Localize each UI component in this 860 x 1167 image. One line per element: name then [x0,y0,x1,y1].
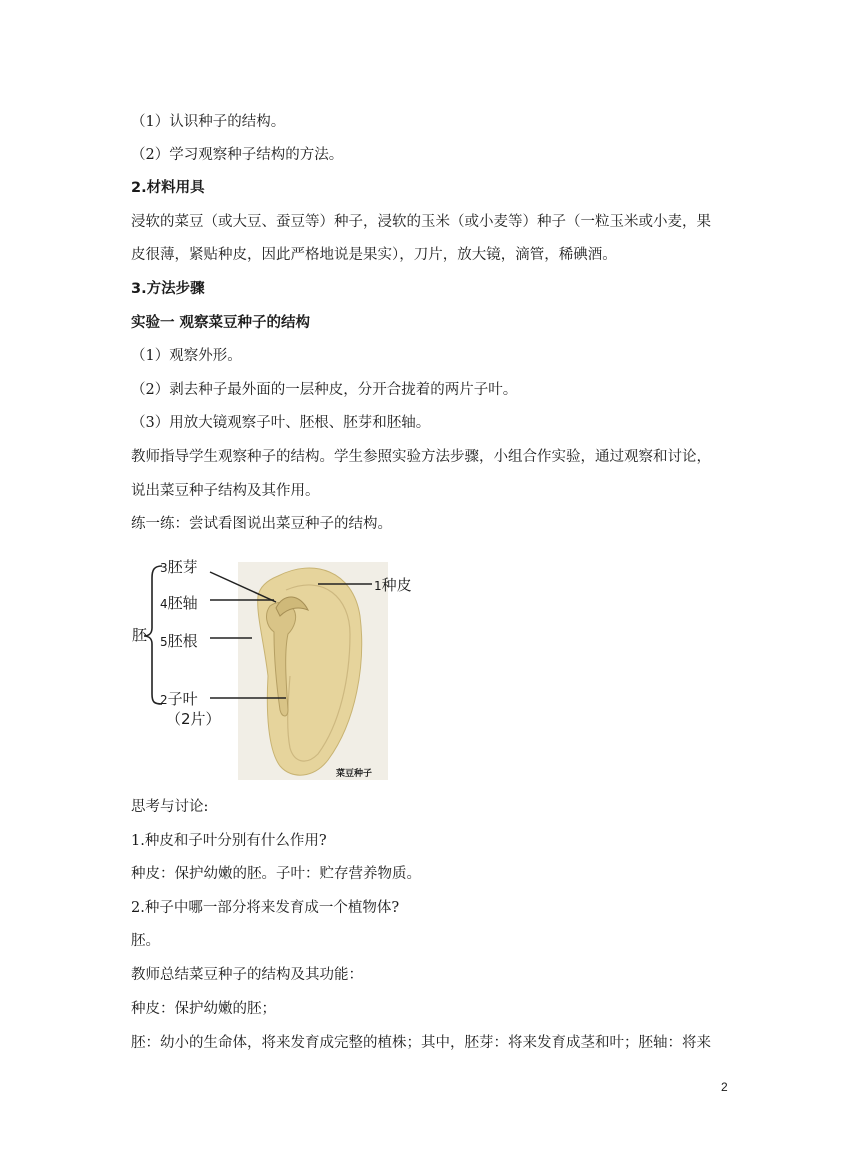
answer-1: 种皮：保护幼嫩的胚。子叶：贮存营养物质。 [131,866,421,882]
radicle-text: 胚根 [167,632,198,650]
embryo-label: 胚 [132,626,148,644]
summary-intro: 教师总结菜豆种子的结构及其功能： [131,967,363,983]
step-1: （1）观察外形。 [131,348,242,364]
section-heading-steps: 3.方法步骤 [131,281,205,297]
radicle-label [160,630,198,651]
seedcoat-number: 1 [374,579,382,593]
materials-text-1: 浸软的菜豆（或大豆、蚕豆等）种子，浸软的玉米（或小麦等）种子（一粒玉米或小麦，果 [131,214,711,230]
page-number: 2 [721,1080,728,1094]
step-2: （2）剥去种子最外面的一层种皮，分开合拢着的两片子叶。 [131,382,518,398]
materials-text-2: 皮很薄，紧贴种皮，因此严格地说是果实），刀片，放大镜，滴管，稀碘酒。 [131,247,617,263]
summary-seedcoat: 种皮：保护幼嫩的胚； [131,1001,276,1017]
cotyledon-text: 子叶 [167,690,198,708]
hypocotyl-label [160,592,198,613]
objective-1: （1）认识种子的结构。 [131,114,286,130]
hypocotyl-number: 4 [160,597,168,611]
cotyledon-number: 2 [160,693,168,707]
summary-embryo: 胚：幼小的生命体，将来发育成完整的植株；其中，胚芽：将来发育成茎和叶；胚轴：将来 [131,1035,711,1051]
question-1: 1.种皮和子叶分别有什么作用? [131,833,327,849]
guidance-text-1: 教师指导学生观察种子的结构。学生参照实验方法步骤，小组合作实验，通过观察和讨论， [131,449,711,465]
section-heading-materials: 2.材料用具 [131,180,205,196]
figure-caption: 菜豆种子 [336,769,373,779]
cotyledon-count: （2片） [166,710,221,728]
plumule-label [160,556,198,577]
guidance-text-2: 说出菜豆种子结构及其作用。 [131,483,320,499]
seedcoat-text: 种皮 [381,576,412,594]
hypocotyl-text: 胚轴 [167,594,198,612]
practice-prompt: 练一练：尝试看图说出菜豆种子的结构。 [131,516,392,532]
plumule-text: 胚芽 [167,558,198,576]
experiment-heading: 实验一 观察菜豆种子的结构 [131,315,311,331]
discussion-heading: 思考与讨论: [131,799,209,815]
radicle-number: 5 [160,635,168,649]
question-2: 2.种子中哪一部分将来发育成一个植物体? [131,900,400,916]
answer-2: 胚。 [131,933,160,949]
plumule-number: 3 [160,561,168,575]
bean-seed-diagram [128,552,428,784]
objective-2: （2）学习观察种子结构的方法。 [131,147,344,163]
cotyledon-label [160,688,198,709]
step-3: （3）用放大镜观察子叶、胚根、胚芽和胚轴。 [131,415,431,431]
seedcoat-label [374,574,412,595]
